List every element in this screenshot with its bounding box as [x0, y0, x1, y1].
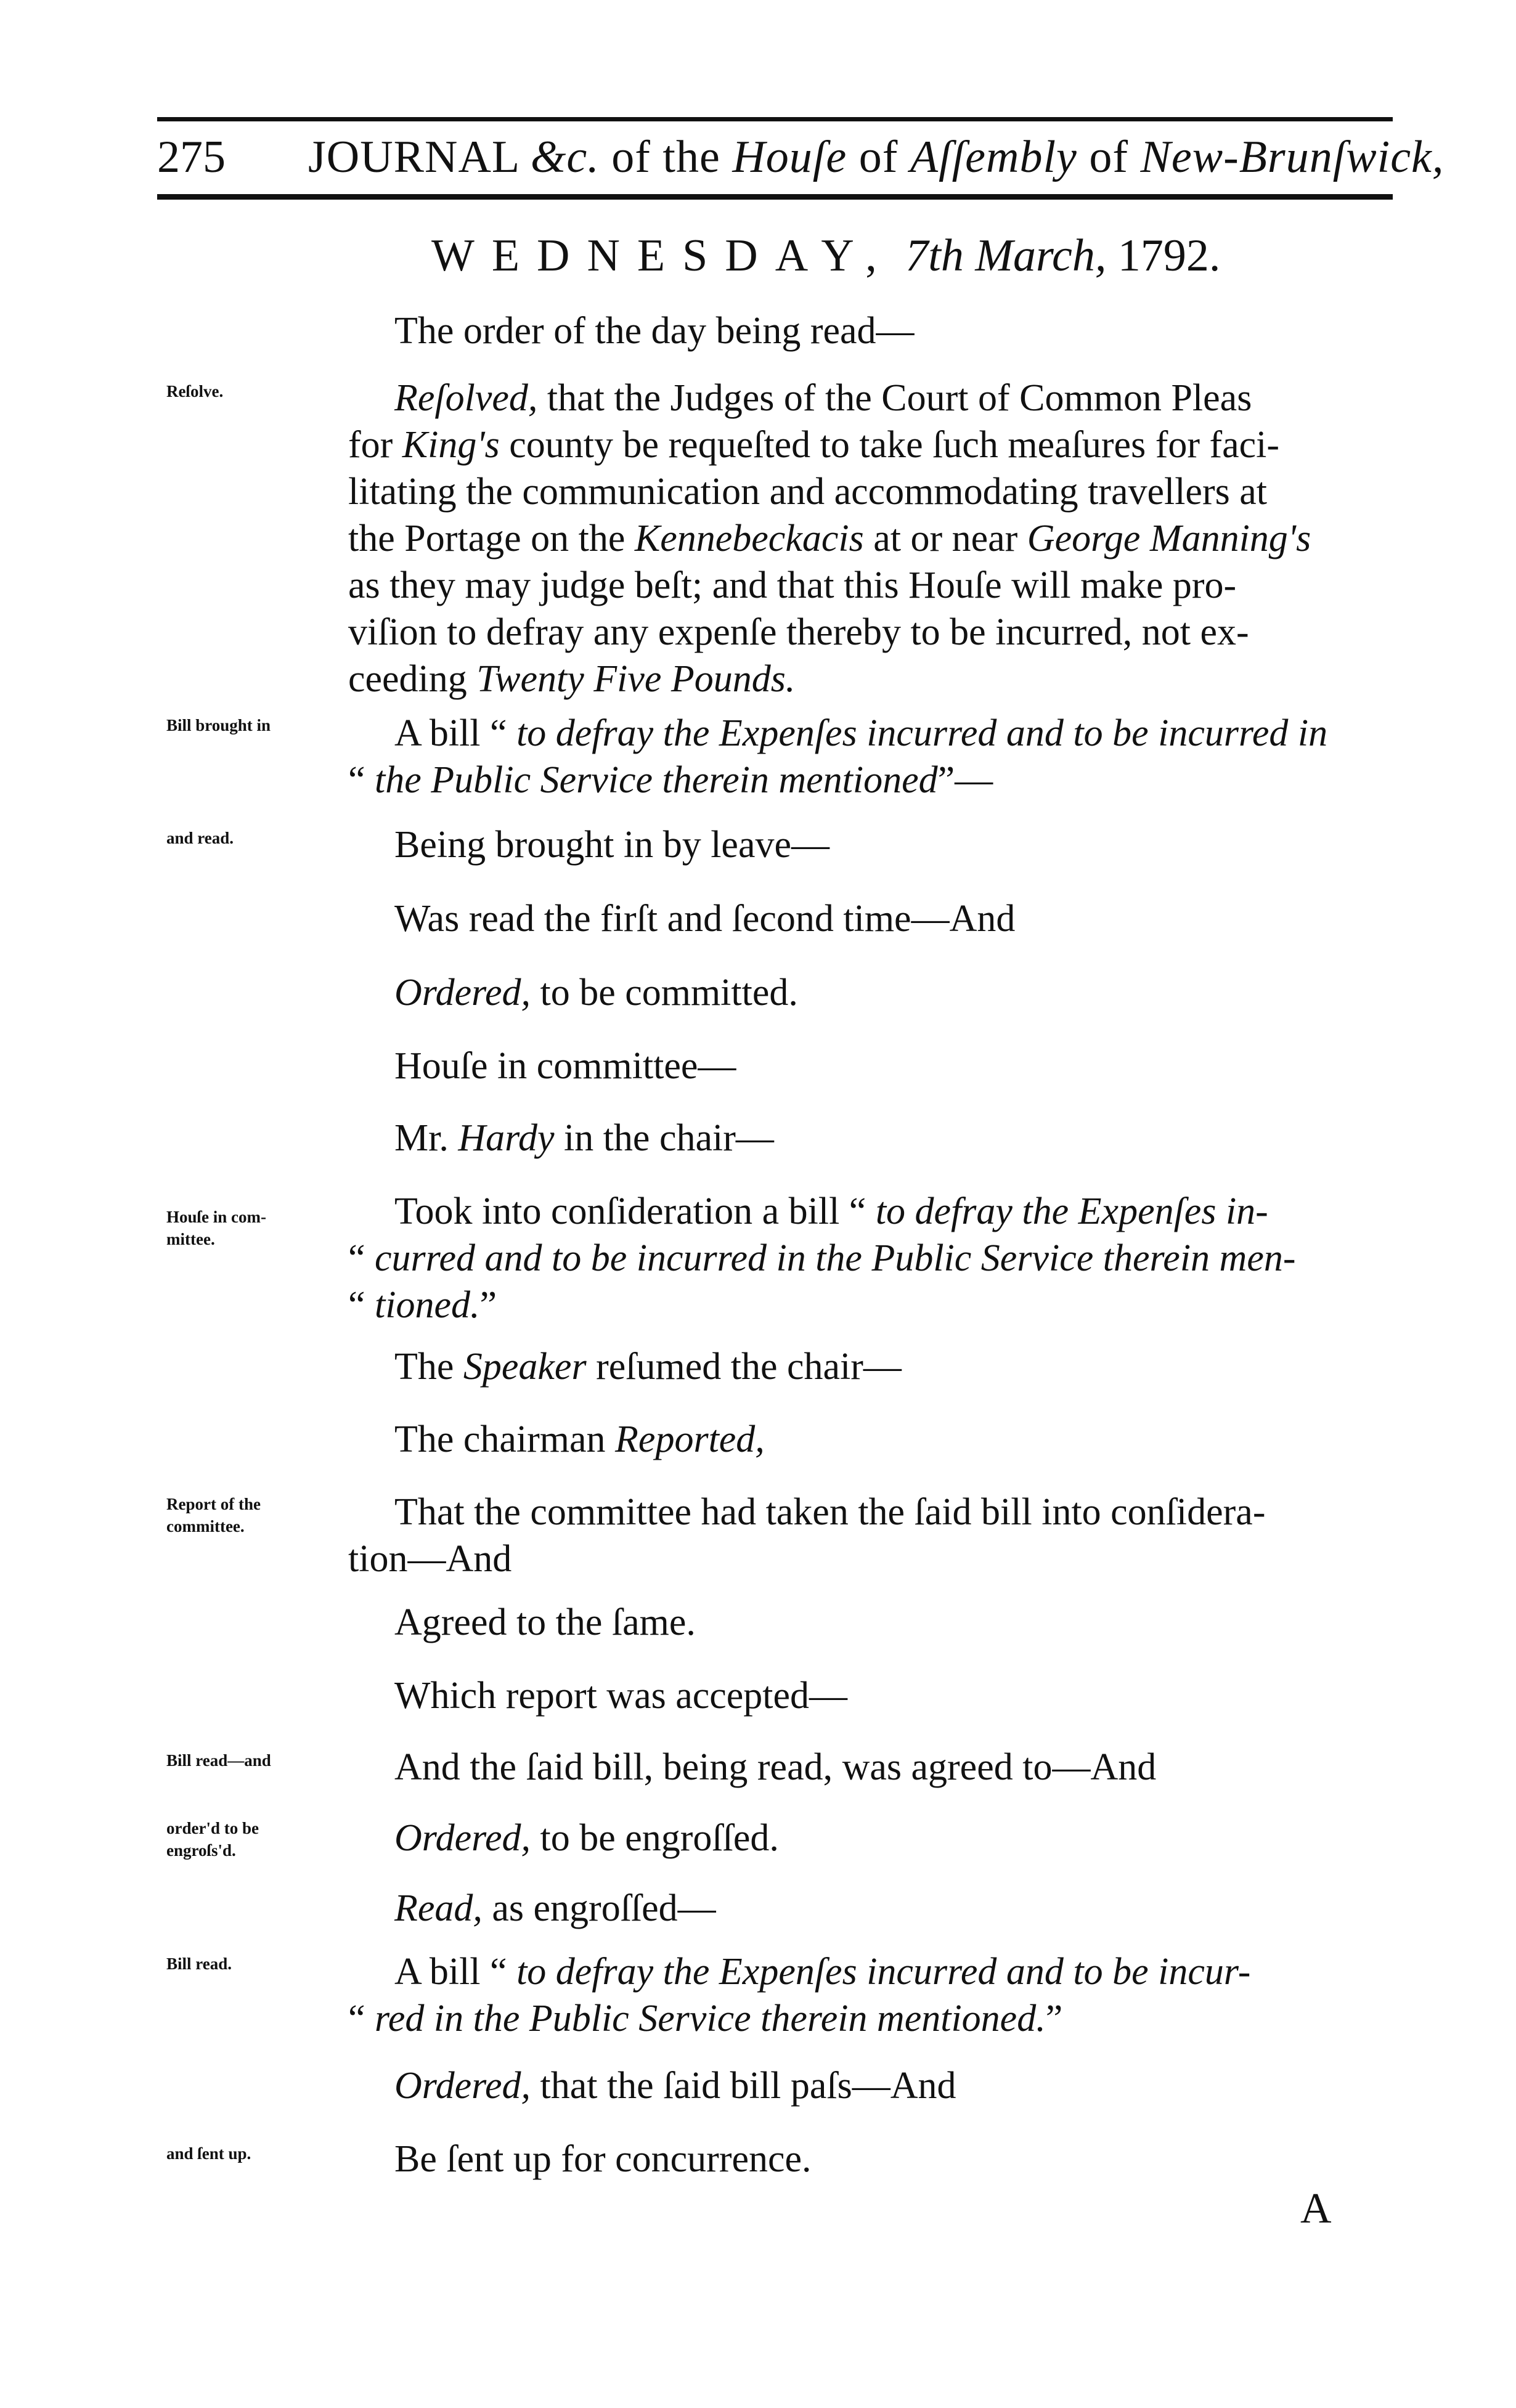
- body-line: The chairman Reported,: [394, 1418, 765, 1460]
- body-line: Read, as engroſſed—: [394, 1887, 716, 1929]
- body-line: “ tioned.”: [348, 1284, 497, 1326]
- title-of-2: of: [1089, 132, 1129, 182]
- catchword: A: [1300, 2185, 1332, 2232]
- title-province: New-Brunſwick,: [1140, 132, 1445, 182]
- body-line: The order of the day being read—: [394, 310, 915, 352]
- page-number: 275: [157, 132, 226, 182]
- weekday: WEDNESDAY,: [431, 230, 894, 281]
- margin-note-resolve: Reſolve.: [166, 382, 224, 401]
- body-line: Agreed to the ſame.: [394, 1601, 696, 1643]
- title-journal: JOURNAL: [308, 132, 519, 182]
- title-etc: &c.: [530, 132, 600, 182]
- body-line: A bill “ to defray the Expenſes incurred and to be incurred in: [394, 712, 1328, 754]
- body-line: The Speaker reſumed the chair—: [394, 1346, 902, 1388]
- margin-note-bill-read: Bill read.: [166, 1954, 232, 1973]
- running-title: [308, 126, 1444, 188]
- header-bottom-rule: [157, 194, 1393, 200]
- body-line: Be ſent up for concurrence.: [394, 2138, 812, 2180]
- margin-note-and-sent-up: and ſent up.: [166, 2144, 251, 2163]
- body-line: Was read the firſt and ſecond time—And: [394, 898, 1016, 940]
- body-line: Ordered, to be committed.: [394, 972, 798, 1014]
- body-line: Being brought in by leave—: [394, 824, 829, 866]
- margin-note-house-in-committee: Houſe in com-: [166, 1208, 266, 1226]
- day-month: 7th March,: [905, 230, 1107, 281]
- year: 1792.: [1117, 230, 1221, 281]
- body-line: as they may judge beſt; and that this Houſe will make pro-: [348, 564, 1237, 606]
- body-line: ceeding Twenty Five Pounds.: [348, 658, 796, 700]
- body-line: Ordered, that the ſaid bill paſs—And: [394, 2065, 956, 2107]
- body-line: Which report was accepted—: [394, 1675, 848, 1717]
- body-line: “ red in the Public Service therein mentioned.”: [348, 1998, 1063, 2040]
- body-line: litating the communication and accommodating travellers at: [348, 471, 1267, 513]
- body-line: A bill “ to defray the Expenſes incurred and to be incur-: [394, 1951, 1251, 1993]
- body-line: Houſe in committee—: [394, 1045, 736, 1087]
- margin-note-engrossed: engroſs'd.: [166, 1841, 236, 1860]
- body-line: viſion to defray any expenſe thereby to be incurred, not ex-: [348, 611, 1249, 653]
- session-date: [431, 225, 1220, 287]
- margin-note-bill-read-and: Bill read—and: [166, 1751, 271, 1770]
- body-line: for King's county be requeſted to take ſuch meaſures for faci-: [348, 424, 1280, 466]
- body-line: That the committee had taken the ſaid bill into conſidera-: [394, 1491, 1266, 1533]
- margin-note-and-read: and read.: [166, 829, 234, 847]
- margin-note-committee-cont: mittee.: [166, 1230, 215, 1248]
- body-line: Ordered, to be engroſſed.: [394, 1817, 779, 1859]
- body-line: Reſolved, that the Judges of the Court of Common Pleas: [394, 377, 1252, 419]
- body-line: “ curred and to be incurred in the Public Service therein men-: [348, 1237, 1296, 1279]
- title-of-the: of the: [611, 132, 720, 182]
- header-top-rule: [157, 117, 1393, 121]
- body-line: Took into conſideration a bill “ to defray the Expenſes in-: [394, 1190, 1268, 1232]
- body-line: tion—And: [348, 1538, 512, 1580]
- body-line: “ the Public Service therein mentioned”—: [348, 759, 993, 801]
- margin-note-committee: committee.: [166, 1517, 245, 1536]
- title-assembly: Aſſembly: [910, 132, 1077, 182]
- title-house: Houſe: [732, 132, 847, 182]
- running-header: [157, 126, 1445, 188]
- title-of: of: [858, 132, 899, 182]
- margin-note-bill-brought-in: Bill brought in: [166, 716, 271, 734]
- margin-note-ordered-to-be: order'd to be: [166, 1819, 259, 1837]
- body-line: the Portage on the Kennebeckacis at or near George Manning's: [348, 518, 1311, 559]
- body-line: And the ſaid bill, being read, was agreed to—And: [394, 1746, 1157, 1788]
- margin-note-report-of-the: Report of the: [166, 1495, 261, 1513]
- body-line: Mr. Hardy in the chair—: [394, 1117, 774, 1159]
